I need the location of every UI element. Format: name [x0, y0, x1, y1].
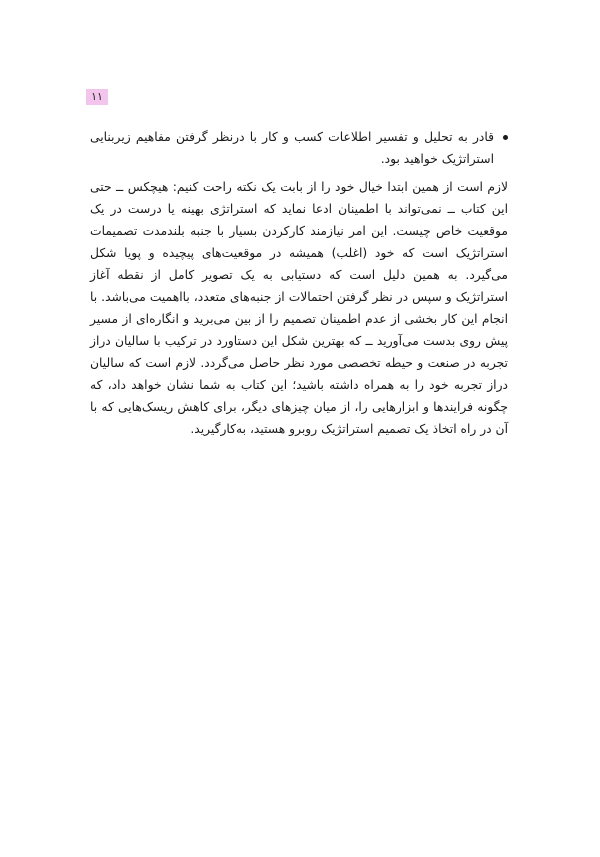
bullet-text: قادر به تحلیل و تفسیر اطلاعات کسب و کار با درنظر گرفتن مفاهیم زیربنایی استراتژیک خواهید بود.: [90, 130, 494, 166]
bullet-list-item: [90, 126, 508, 170]
body-paragraph: لازم است از همین ابتدا خیال خود را از بابت یک نکته راحت کنیم: هیچکس ــ حتی این کتاب ــ نمی‌تواند با اطمینان ادعا نماید که استراتژی بهینه یا درست در یک موقعیت خاص چیست. این امر نیازمند کارکردن بسیار با جنبه بلندمدت تصمیمات استراتژیک است که خود (اغلب) همیشه در موقعیت‌های پیچیده و پویا شکل می‌گیرد. به همین دلیل است که دستیابی به یک تصویر کامل از نقطه آغاز استراتژیک و سپس در نظر گرفتن احتمالات از جنبه‌های متعدد، بااهمیت می‌باشد. با انجام این کار بخشی از عدم اطمینان تصمیم را از بین می‌برید و انگاره‌ای از مسیر پیش روی بدست می‌آورید ــ که بهترین شکل این دستاورد در ترکیب با سالیان دراز تجربه در صنعت و حیطه تخصصی مورد نظر حاصل می‌گردد. لازم است که سالیان دراز تجربه خود را به همراه داشته باشید؛ این کتاب به شما نشان خواهد داد، که چگونه فرایندها و ابزارهایی را، از میان چیزهای دیگر، برای کاهش ریسک‌هایی که با آن در راه اتخاذ یک تصمیم استراتژیک روبرو هستید، به‌کارگیرید.: [90, 180, 508, 436]
page-number: ۱۱: [86, 89, 108, 105]
page-body: [90, 126, 508, 440]
bullet-icon: [503, 135, 508, 140]
